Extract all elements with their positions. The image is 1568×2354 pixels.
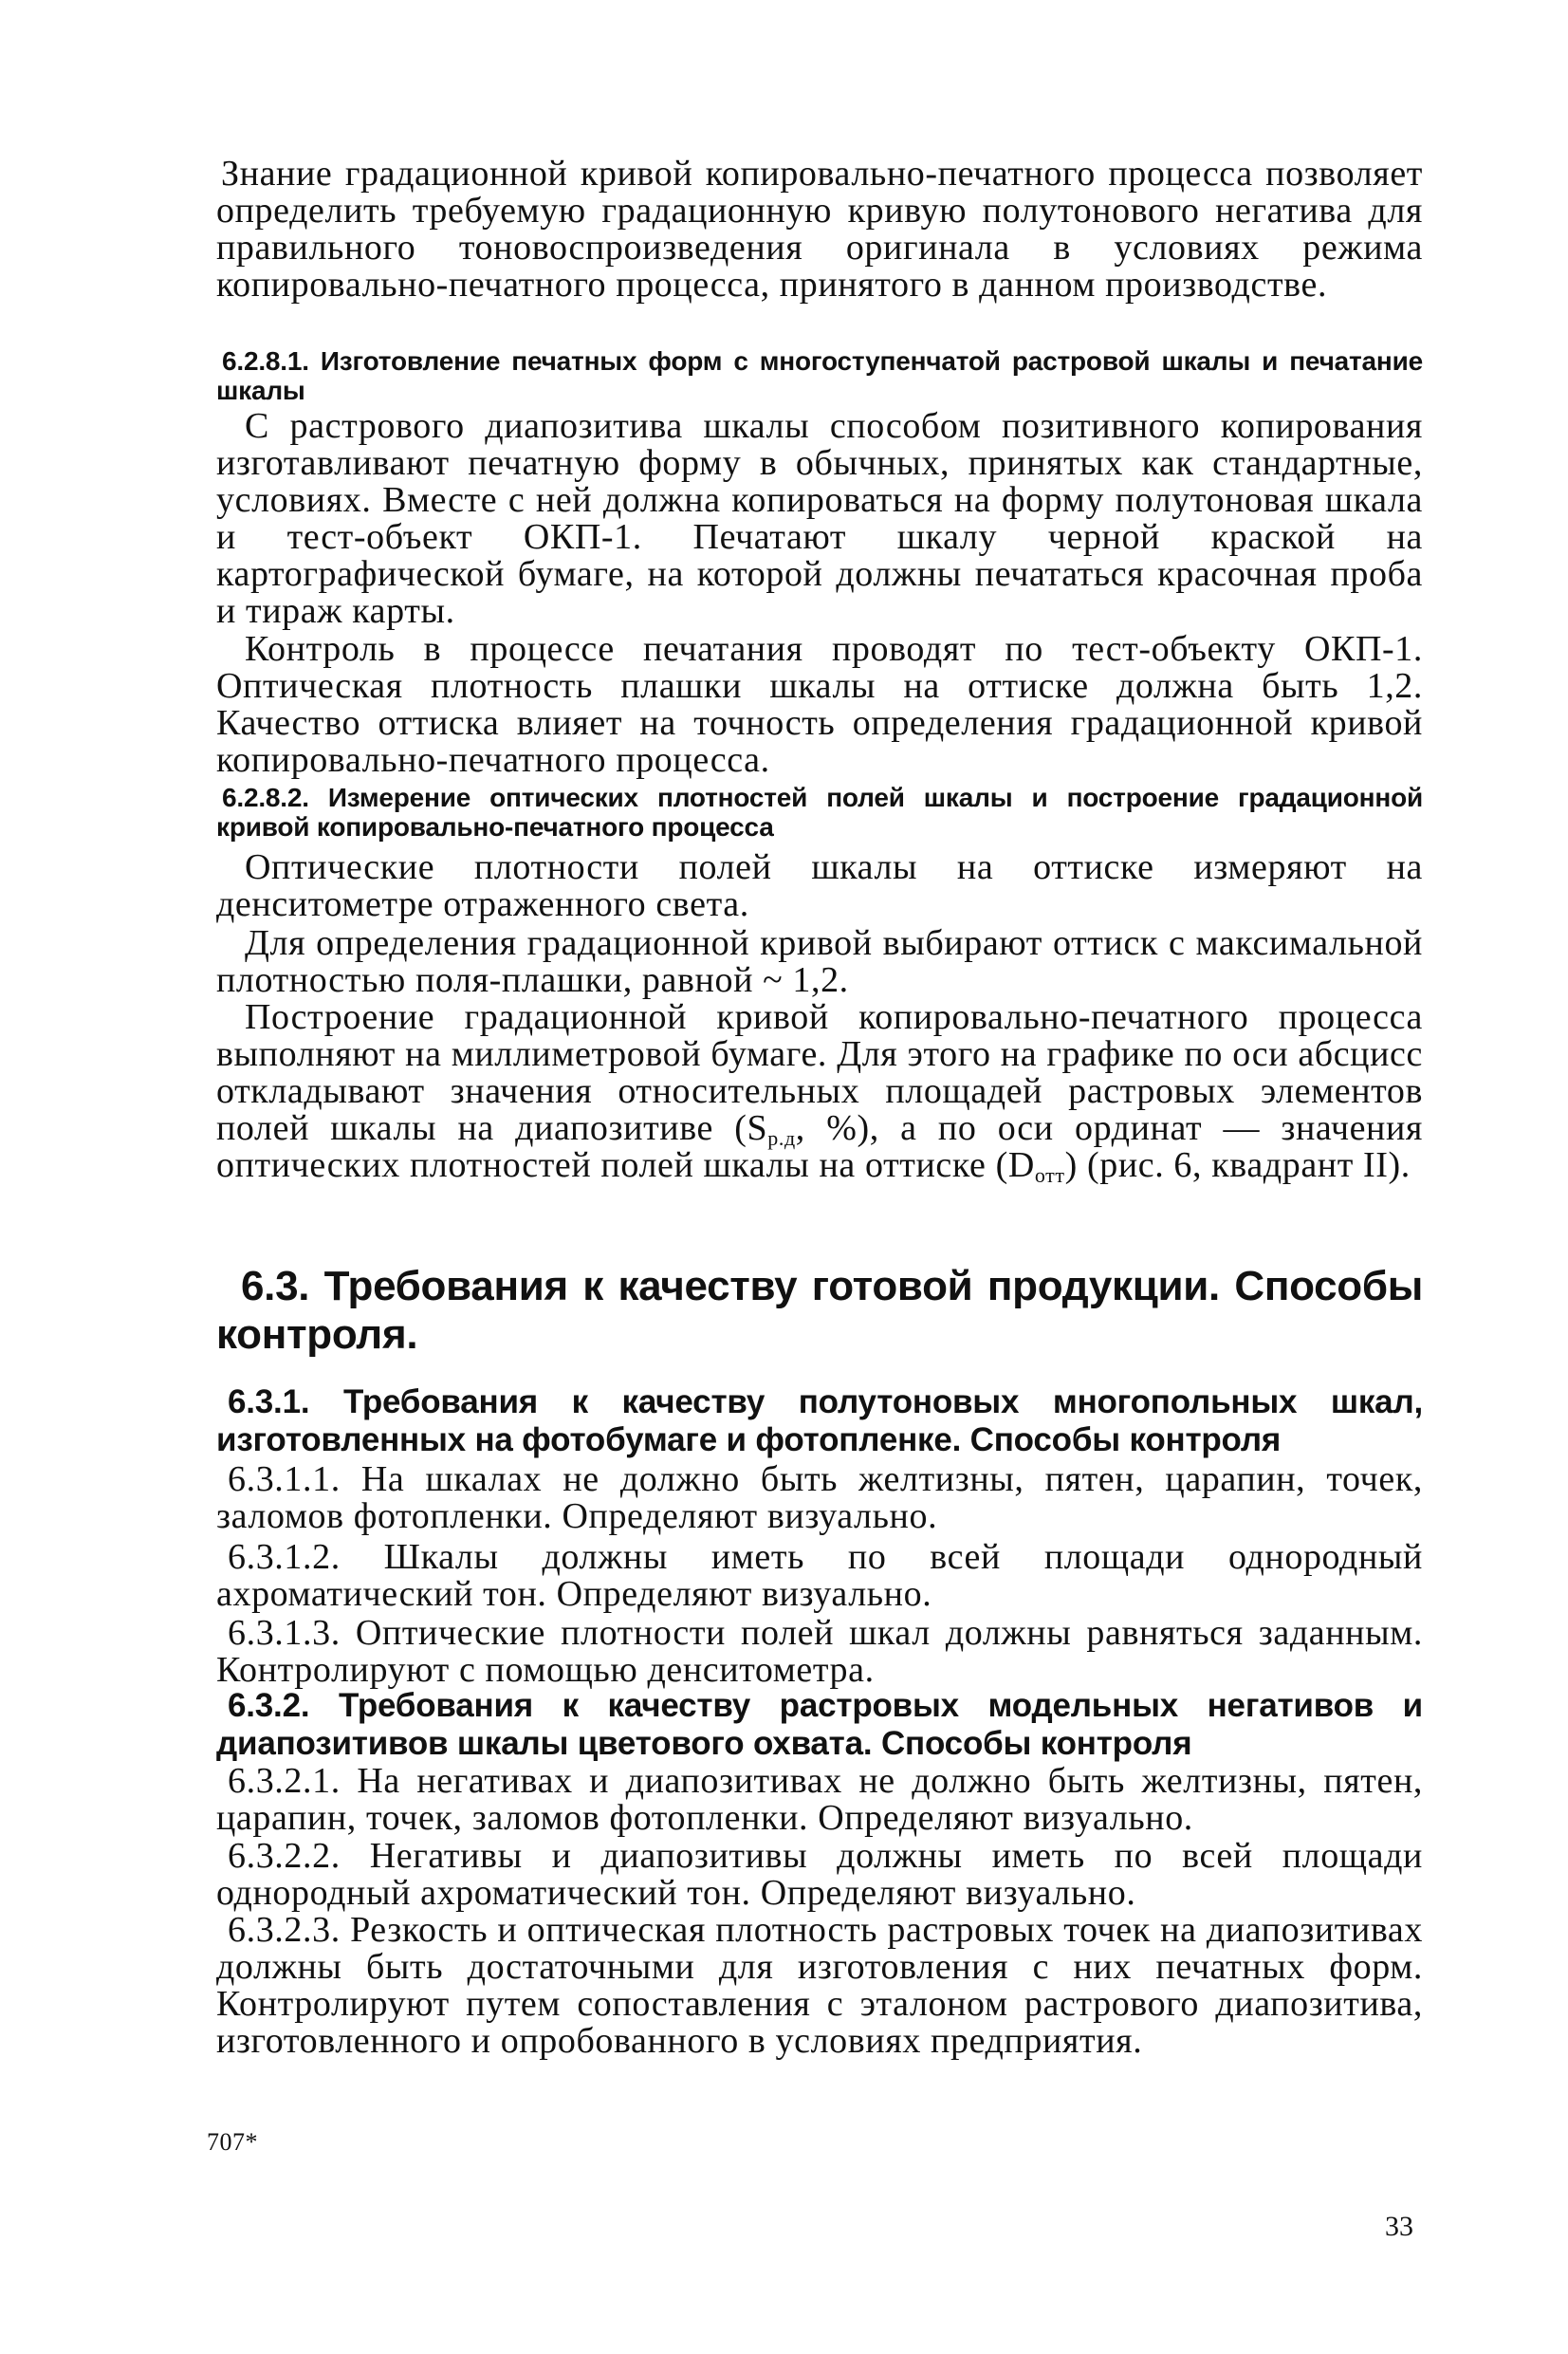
paragraph-densitometer: Оптические плотности полей шкалы на оттиске измеряют на денситометре отраженного света.	[216, 847, 1423, 924]
paragraph-plate-making: С растрового диапозитива шкалы способом позитивного копирования изготавливают печатную форму в обычных, принятых как стандартные, условиях. Вместе с ней должна копироваться на форму полутоновая шкала и тест-объект ОКП-1. Печатают шкалу черной краской на картографической бумаге, на которой должны печататься красочная проба и тираж карты.	[216, 406, 1423, 631]
paragraph-6-3-2-1: 6.3.2.1. На негативах и диапозитивах не должно быть желтизны, пятен, царапин, точек, заломов фотопленки. Определяют визуально.	[216, 1761, 1423, 1838]
heading-6-2-8-1: 6.2.8.1. Изготовление печатных форм с многоступенчатой растровой шкалы и печатание шкалы	[216, 346, 1423, 405]
printer-signature: 707*	[207, 2128, 258, 2156]
paragraph-6-3-1-3: 6.3.1.3. Оптические плотности полей шкал должны равняться заданным. Контролируют с помощью денситометра.	[216, 1613, 1423, 1690]
paragraph-curve-construction	[216, 997, 1423, 1187]
paragraph-select-print: Для определения градационной кривой выбирают оттиск с максимальной плотностью поля-плашки, равной ~ 1,2.	[216, 923, 1423, 1000]
paragraph-6-3-2-3: 6.3.2.3. Резкость и оптическая плотность растровых точек на диапозитивах должны быть достаточными для изготовления с них печатных форм. Контролируют путем сопоставления с эталоном растрового диапозитива, изготовленного и опробованного в условиях предприятия.	[216, 1910, 1423, 2061]
heading-6-3-1: 6.3.1. Требования к качеству полутоновых многопольных шкал, изготовленных на фотобумаге и фотопленке. Способы контроля	[216, 1383, 1423, 1458]
heading-6-2-8-2: 6.2.8.2. Измерение оптических плотностей полей шкалы и построение градационной кривой копировально-печатного процесса	[216, 783, 1423, 842]
subscript-ott: отт	[1034, 1163, 1065, 1187]
paragraph-6-3-1-1: 6.3.1.1. На шкалах не должно быть желтизны, пятен, царапин, точек, заломов фотопленки. Определяют визуально.	[216, 1459, 1423, 1536]
curve-text-part-3: ) (рис. 6, квадрант II).	[1064, 1145, 1411, 1185]
subscript-rd: р.д	[767, 1126, 796, 1150]
page-number: 33	[1385, 2211, 1413, 2242]
section-heading-6-3: 6.3. Требования к качеству готовой продукции. Способы контроля.	[216, 1263, 1423, 1358]
curve-text-part-1: Построение градационной кривой копировально-печатного процесса выполняют на миллиметровой бумаге. Для этого на графике по оси абсцисс откладывают значения относительных площадей растровых элементов полей шкалы на диапозитиве (S	[216, 997, 1423, 1148]
paragraph-6-3-1-2: 6.3.1.2. Шкалы должны иметь по всей площади однородный ахроматический тон. Определяют визуально.	[216, 1537, 1423, 1614]
curve-text-part-2: , %), а по оси ординат — значения оптических плотностей полей шкалы на оттиске (D	[216, 1108, 1423, 1185]
paragraph-6-3-2-2: 6.3.2.2. Негативы и диапозитивы должны иметь по всей площади однородный ахроматический тон. Определяют визуально.	[216, 1836, 1423, 1913]
paragraph-intro: Знание градационной кривой копировально-печатного процесса позволяет определить требуемую градационную кривую полутонового негатива для правильного тоновоспроизведения оригинала в условиях режима копировально-печатного процесса, принятого в данном производстве.	[216, 154, 1423, 305]
heading-6-3-2: 6.3.2. Требования к качеству растровых модельных негативов и диапозитивов шкалы цветового охвата. Способы контроля	[216, 1687, 1423, 1762]
paragraph-print-control: Контроль в процессе печатания проводят по тест-объекту ОКП-1. Оптическая плотность плашки шкалы на оттиске должна быть 1,2. Качество оттиска влияет на точность определения градационной кривой копировально-печатного процесса.	[216, 629, 1423, 780]
